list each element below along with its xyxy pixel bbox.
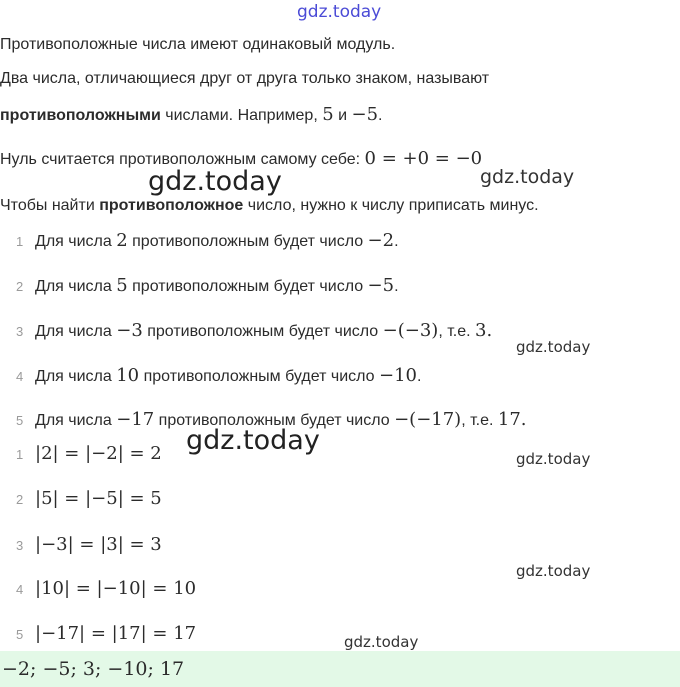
item-text: . (394, 278, 399, 295)
term-opposite: противоположными (0, 107, 161, 124)
item-math: −2 (367, 230, 395, 251)
zero-equation: 0 = +0 = −0 (364, 148, 483, 169)
item-text: Для числа (35, 323, 117, 340)
list-item (0, 320, 492, 341)
list-item (0, 409, 527, 430)
item-math: −(−3) (382, 320, 439, 341)
modulus-equation: |−17| = |17| = 17 (35, 623, 197, 644)
list-item (0, 230, 399, 251)
list-item (0, 623, 196, 644)
list-number: 1 (16, 447, 24, 462)
watermark-small: gdz.today (344, 633, 419, 651)
answer-box (0, 651, 680, 687)
item-math: −3 (116, 320, 143, 341)
list-number: 1 (16, 234, 24, 249)
example-number: −5 (351, 104, 379, 125)
intro-text: и (333, 107, 352, 124)
list-item (0, 275, 399, 296)
item-math: −10 (379, 365, 417, 386)
list-item (0, 443, 162, 464)
item-text: Для числа (35, 368, 117, 385)
list-number: 3 (16, 538, 24, 553)
item-math: 5 (116, 275, 128, 296)
item-text: . (394, 233, 399, 250)
list-item (0, 488, 162, 509)
item-math: −5 (367, 275, 395, 296)
item-text: Для числа (35, 412, 117, 429)
modulus-equation: |10| = |−10| = 10 (35, 578, 197, 599)
item-math: 10 (116, 365, 140, 386)
intro-text: Чтобы найти (0, 197, 100, 214)
answer-text: −2; −5; 3; −10; 17 (2, 658, 185, 680)
term-opposite-number: противоположное (99, 197, 244, 214)
intro-line-5 (0, 197, 539, 215)
list-number: 4 (16, 369, 24, 384)
example-number: 5 (322, 104, 334, 125)
intro-line-2: Два числа, отличающиеся друг от друга только знаком, называют (0, 70, 490, 87)
intro-line-1: Противоположные числа имеют одинаковый модуль. (0, 36, 396, 53)
watermark-small: gdz.today (516, 562, 591, 580)
intro-line-4 (0, 148, 482, 169)
item-text: Для числа (35, 278, 117, 295)
list-number: 5 (16, 627, 24, 642)
intro-text: Нуль считается противоположным самому себе: (0, 151, 365, 168)
item-text: Для числа (35, 233, 117, 250)
item-math: 17. (497, 409, 527, 430)
modulus-equation: |−3| = |3| = 3 (35, 534, 162, 555)
intro-text: числами. Например, (160, 107, 323, 124)
item-text: , т.е. (461, 412, 498, 429)
list-item (0, 578, 196, 599)
intro-text: . (378, 107, 383, 124)
item-math: −(−17) (394, 409, 462, 430)
intro-line-3 (0, 104, 382, 125)
list-number: 3 (16, 324, 24, 339)
item-text: , т.е. (438, 323, 475, 340)
watermark-large: gdz.today (186, 425, 320, 456)
modulus-equation: |2| = |−2| = 2 (35, 443, 162, 464)
list-item (0, 365, 421, 386)
item-text: противоположным будет число (142, 323, 383, 340)
item-text: противоположным будет число (127, 278, 368, 295)
list-number: 5 (16, 413, 24, 428)
watermark-top: gdz.today (297, 2, 382, 22)
watermark-small: gdz.today (516, 338, 591, 356)
list-number: 2 (16, 492, 24, 507)
item-math: 2 (116, 230, 128, 251)
intro-text: число, нужно к числу приписать минус. (243, 197, 539, 214)
item-math: 3. (475, 320, 493, 341)
watermark-medium: gdz.today (480, 166, 575, 188)
item-math: −17 (116, 409, 155, 430)
modulus-equation: |5| = |−5| = 5 (35, 488, 162, 509)
watermark-large: gdz.today (148, 166, 282, 197)
item-text: противоположным будет число (154, 412, 395, 429)
watermark-small: gdz.today (516, 450, 591, 468)
item-text: . (417, 368, 422, 385)
list-number: 4 (16, 582, 24, 597)
list-item (0, 534, 162, 555)
item-text: противоположным будет число (139, 368, 379, 385)
list-number: 2 (16, 279, 24, 294)
item-text: противоположным будет число (127, 233, 368, 250)
